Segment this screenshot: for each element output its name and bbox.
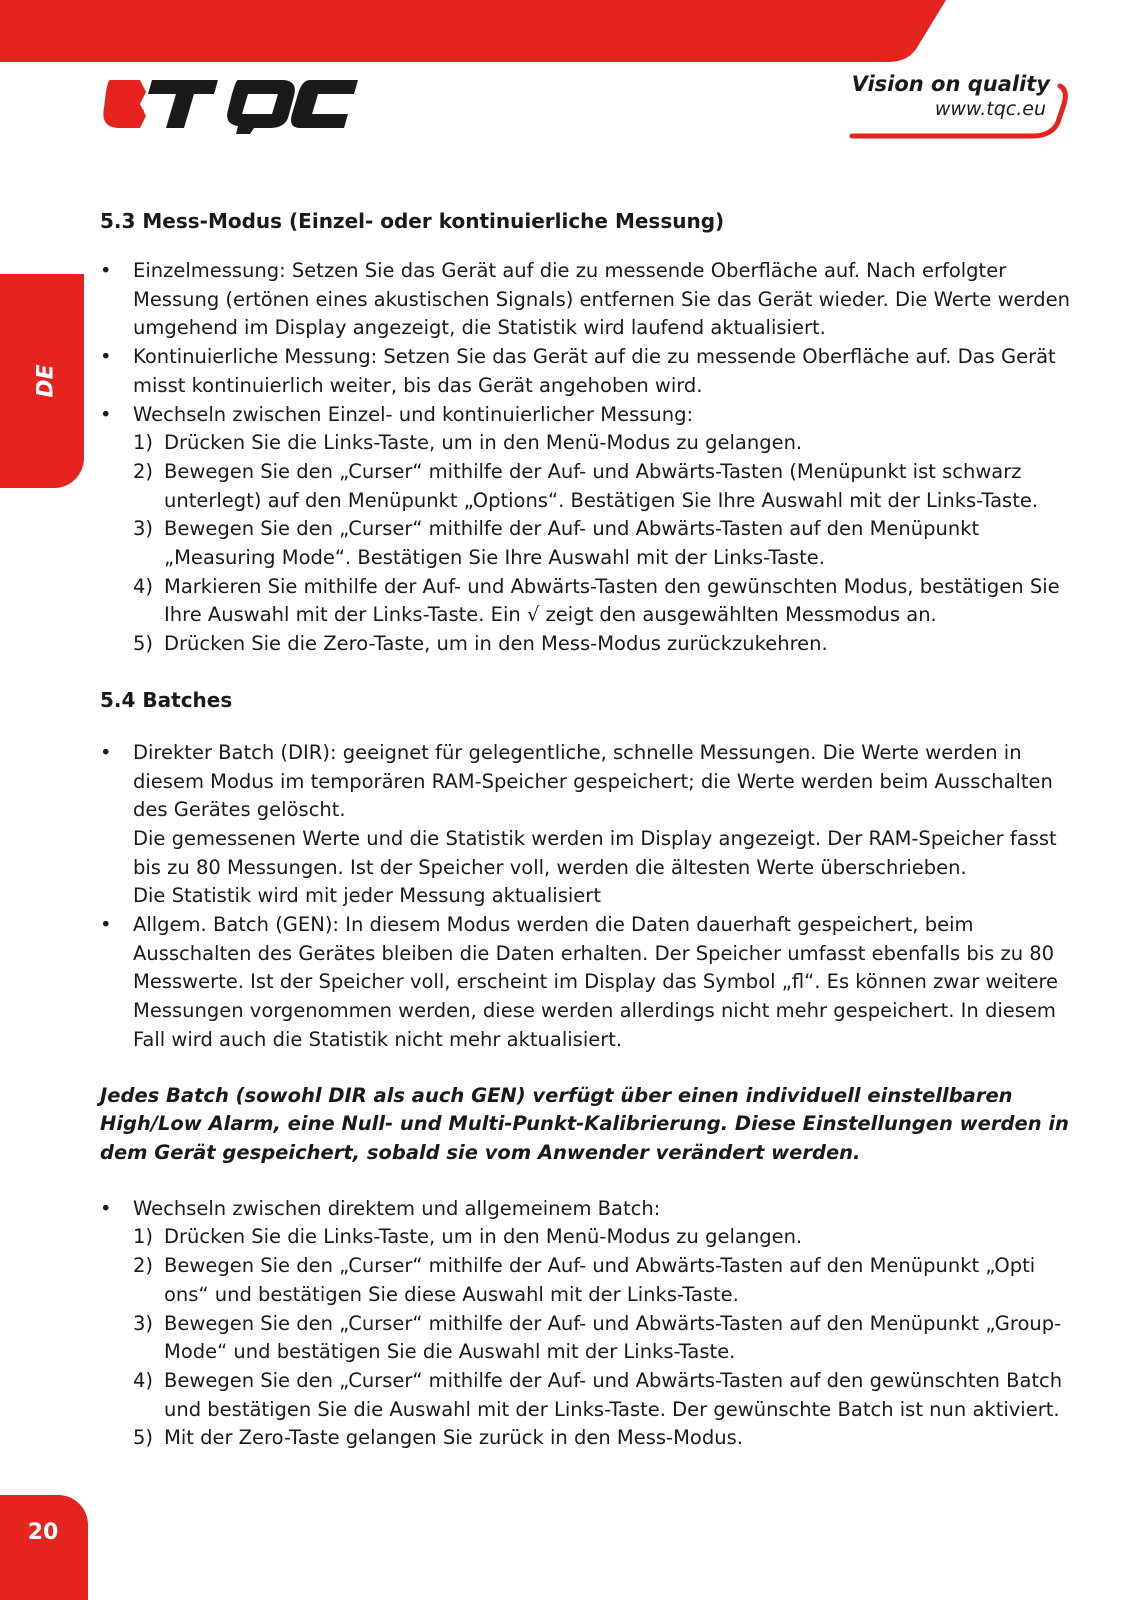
- step-text: Drücken Sie die Links-Taste, um in den Menü-Modus zu gelangen.: [164, 431, 803, 455]
- step-text: Drücken Sie die Zero-Taste, um in den Mess-Modus zurückzukehren.: [164, 632, 828, 656]
- note-paragraph: Jedes Batch (sowohl DIR als auch GEN) verfügt über einen individuell einstellbaren High/Low Alarm, eine Null- und Multi-Punkt-Kalibrierung. Diese Einstellungen werden in dem Gerät gespeichert, sobald sie vom Anwender verändert werden.: [100, 1083, 1069, 1164]
- list-item: • Einzelmessung: Setzen Sie das Gerät auf die zu messende Oberfläche auf. Nach erfolgter Messung (ertönen eines akustischen Signals) entfernen Sie das Gerät wieder. Die Werte werden umgehend im Display angezeigt, die Statistik wird laufend aktualisiert.: [100, 257, 1080, 343]
- header-red-band: [0, 0, 1132, 62]
- list-item: • Kontinuierliche Messung: Setzen Sie das Gerät auf die zu messende Oberfläche auf. Das Gerät misst kontinuierlich weiter, bis das Gerät angehoben wird.: [100, 343, 1080, 400]
- list-item: 4) Bewegen Sie den „Curser“ mithilfe der Auf- und Abwärts-Tasten auf den gewünschten Batch und bestätigen Sie die Auswahl mit der Links-Taste. Der gewünschte Batch ist nun aktiviert.: [133, 1368, 1063, 1421]
- tagline-text: Vision on quality: [851, 72, 1050, 96]
- list-item: [100, 1195, 1080, 1453]
- section-heading-5-3: 5.3 Mess-Modus (Einzel- oder kontinuierliche Messung): [100, 209, 725, 233]
- step-text: Bewegen Sie den „Curser“ mithilfe der Auf- und Abwärts-Tasten auf den Menüpunkt „Measuring Mode“. Bestätigen Sie Ihre Auswahl mit der Links-Taste.: [164, 517, 980, 570]
- main-content: [100, 207, 1080, 1453]
- tqc-logo: [100, 74, 360, 134]
- page-number-tab: [0, 1495, 88, 1600]
- list-item: 5) Mit der Zero-Taste gelangen Sie zurück in den Mess-Modus.: [133, 1426, 743, 1450]
- list-item: 2) Bewegen Sie den „Curser“ mithilfe der Auf- und Abwärts-Tasten (Menüpunkt ist schwarz unterlegt) auf den Menüpunkt „Options“. Bestätigen Sie Ihre Auswahl mit der Links-Taste.: [133, 459, 1039, 512]
- bullet-list-batch-switch: [100, 1195, 1080, 1453]
- list-item: • Allgem. Batch (GEN): In diesem Modus werden die Daten dauerhaft gespeichert, beim Ausschalten des Gerätes bleiben die Daten erhalten. Der Speicher umfasst ebenfalls bis zu 80 Messwerte. Ist der Speicher voll, erscheint im Display das Symbol „fl“. Es können zwar weitere Messungen vorgenommen werden, diese werden allerdings nicht mehr gespeichert. In diesem Fall wird auch die Statistik nicht mehr aktualisiert.: [100, 911, 1080, 1055]
- paragraph: Die Statistik wird mit jeder Messung aktualisiert: [133, 884, 601, 908]
- list-item: 1) Drücken Sie die Links-Taste, um in den Menü-Modus zu gelangen.: [133, 1225, 803, 1249]
- paragraph: Die gemessenen Werte und die Statistik werden im Display angezeigt. Der RAM-Speicher fasst bis zu 80 Messungen. Ist der Speicher voll, werden die ältesten Werte überschrieben.: [133, 826, 1057, 879]
- step-text: Bewegen Sie den „Curser“ mithilfe der Auf- und Abwärts-Tasten auf den gewünschten Batch und bestätigen Sie die Auswahl mit der Links-Taste. Der gewünschte Batch ist nun aktiviert.: [164, 1368, 1063, 1421]
- list-item-text: Wechseln zwischen Einzel- und kontinuierlicher Messung:: [133, 402, 694, 426]
- tagline-block: [832, 72, 1072, 142]
- bullet-list-5-3: [100, 257, 1080, 659]
- step-text: Bewegen Sie den „Curser“ mithilfe der Auf- und Abwärts-Tasten auf den Menüpunkt „Group-Mode“ und bestätigen Sie die Auswahl mit der Links-Taste.: [164, 1311, 1062, 1364]
- list-item: [100, 401, 1080, 659]
- step-text: Drücken Sie die Links-Taste, um in den Menü-Modus zu gelangen.: [164, 1225, 803, 1249]
- list-item-text: Wechseln zwischen direktem und allgemeinem Batch:: [133, 1196, 661, 1220]
- step-text: Bewegen Sie den „Curser“ mithilfe der Auf- und Abwärts-Tasten auf den Menüpunkt „Opti ons“ und bestätigen Sie diese Auswahl mit der Links-Taste.: [164, 1254, 1036, 1306]
- step-text: Mit der Zero-Taste gelangen Sie zurück in den Mess-Modus.: [164, 1426, 743, 1450]
- list-item: 3) Bewegen Sie den „Curser“ mithilfe der Auf- und Abwärts-Tasten auf den Menüpunkt „Measuring Mode“. Bestätigen Sie Ihre Auswahl mit der Links-Taste.: [133, 517, 980, 570]
- language-label: DE: [33, 364, 59, 398]
- paragraph: • Direkter Batch (DIR): geeignet für gelegentliche, schnelle Messungen. Die Werte werden in diesem Modus im temporären RAM-Speicher gespeichert; die Werte werden beim Ausschalten des Gerätes gelöscht.: [133, 740, 1053, 822]
- steps-list-5-4: [133, 1223, 1080, 1453]
- page-number: 20: [27, 1520, 59, 1545]
- list-item: [100, 739, 1080, 911]
- list-item: 4) Markieren Sie mithilfe der Auf- und Abwärts-Tasten den gewünschten Modus, bestätigen Sie Ihre Auswahl mit der Links-Taste. Ein √ zeigt den ausgewählten Messmodus an.: [133, 574, 1060, 627]
- list-item: 2) Bewegen Sie den „Curser“ mithilfe der Auf- und Abwärts-Tasten auf den Menüpunkt „Opti ons“ und bestätigen Sie diese Auswahl mit der Links-Taste.: [133, 1254, 1036, 1306]
- list-item: 3) Bewegen Sie den „Curser“ mithilfe der Auf- und Abwärts-Tasten auf den Menüpunkt „Group-Mode“ und bestätigen Sie die Auswahl mit der Links-Taste.: [133, 1311, 1062, 1364]
- step-text: Markieren Sie mithilfe der Auf- und Abwärts-Tasten den gewünschten Modus, bestätigen Sie Ihre Auswahl mit der Links-Taste. Ein √ zeigt den ausgewählten Messmodus an.: [164, 574, 1060, 627]
- list-item: 1) Drücken Sie die Links-Taste, um in den Menü-Modus zu gelangen.: [133, 431, 803, 455]
- website-link[interactable]: www.tqc.eu: [934, 98, 1046, 120]
- section-heading-5-4: 5.4 Batches: [100, 687, 233, 712]
- steps-list-5-3: [133, 429, 1080, 659]
- step-text: Bewegen Sie den „Curser“ mithilfe der Auf- und Abwärts-Tasten (Menüpunkt ist schwarz unterlegt) auf den Menüpunkt „Options“. Bestätigen Sie Ihre Auswahl mit der Links-Taste.: [164, 459, 1039, 512]
- list-item: 5) Drücken Sie die Zero-Taste, um in den Mess-Modus zurückzukehren.: [133, 632, 828, 656]
- bullet-list-5-4: [100, 739, 1080, 1055]
